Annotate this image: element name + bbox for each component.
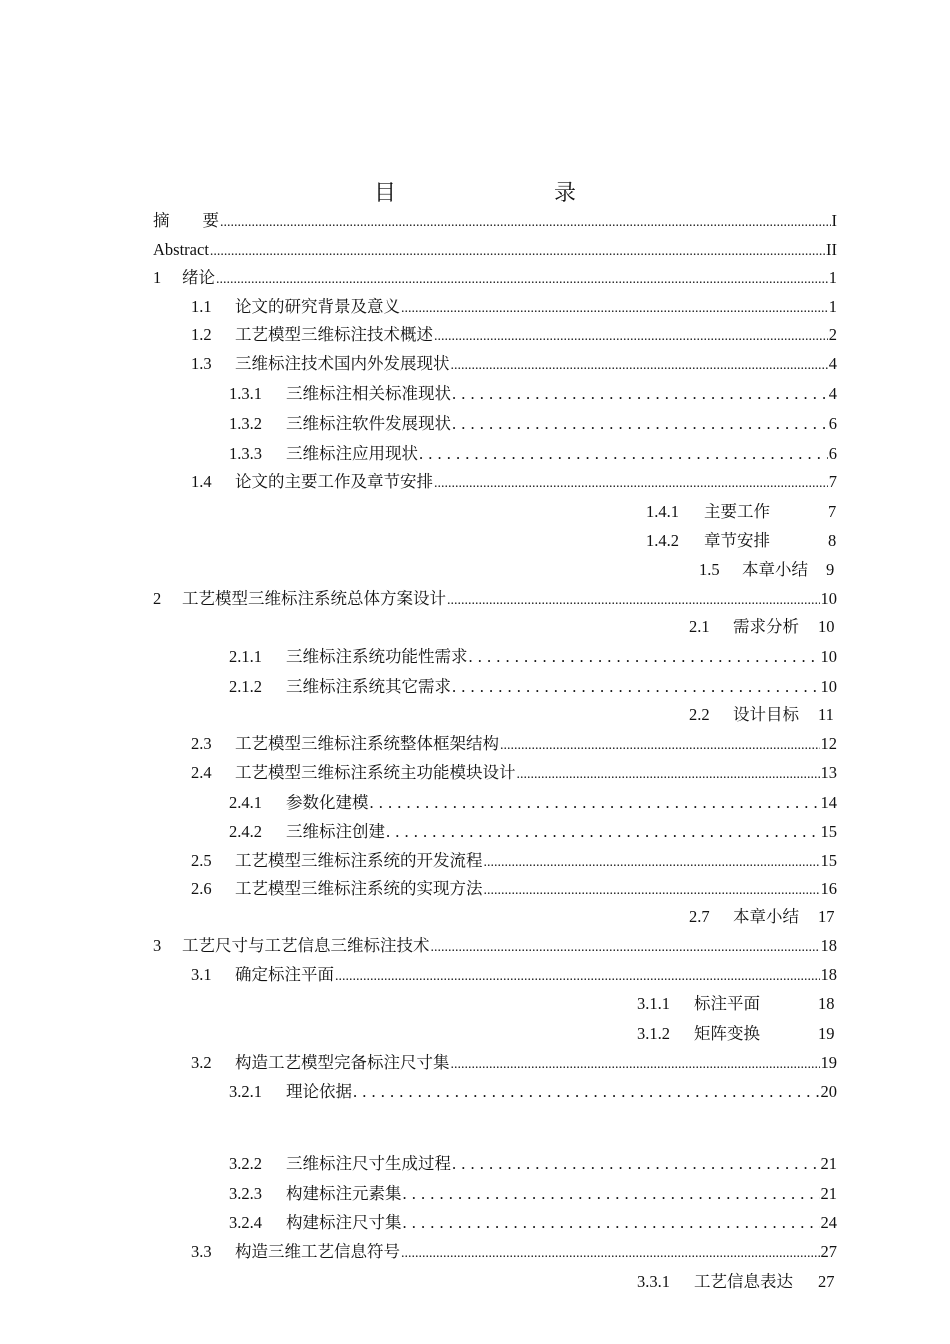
toc-entry-page: 1	[828, 297, 837, 316]
toc-entry-number: 1.4.2	[646, 531, 679, 550]
toc-entry-title: 构建标注尺寸集	[286, 1213, 402, 1232]
toc-entry-title: 三维标注创建	[286, 822, 385, 841]
toc-entry-number: 3.3.1	[637, 1272, 670, 1291]
toc-entry-number: 1.5	[699, 560, 720, 579]
toc-entry-title: 设计目标	[733, 705, 799, 724]
toc-entry-page: 21	[820, 1154, 837, 1173]
toc-entry-title: 需求分析	[733, 617, 799, 636]
toc-entry-page: 19	[820, 1053, 837, 1072]
leader-dots	[353, 1082, 820, 1102]
toc-entry-number: 2.4.2	[229, 822, 262, 841]
toc-entry-number: 3.1	[191, 965, 212, 984]
toc-entry-2-4[interactable]	[191, 763, 837, 785]
toc-entry-title: 理论依据	[286, 1082, 352, 1101]
toc-entry-3-1[interactable]	[191, 965, 837, 987]
toc-entry-number: 1.4	[191, 472, 212, 491]
toc-entry-title: 三维标注相关标准现状	[286, 384, 451, 403]
toc-entry-number: 2.5	[191, 851, 212, 870]
toc-entry-title: 绪论	[182, 268, 215, 287]
leader-dots	[434, 472, 828, 494]
toc-entry-number: 1	[153, 268, 162, 287]
toc-entry-number: 1.3.3	[229, 444, 262, 463]
leader-dots	[335, 965, 820, 987]
leader-dots	[452, 384, 828, 404]
toc-entry-2-3[interactable]	[191, 734, 837, 756]
toc-entry-title: 工艺模型三维标注系统的实现方法	[235, 879, 483, 898]
toc-entry-title: 构造工艺模型完备标注尺寸集	[235, 1053, 450, 1072]
toc-entry-title: 标注平面	[694, 994, 760, 1013]
toc-entry-title: 工艺尺寸与工艺信息三维标注技术	[182, 936, 430, 955]
leader-dots	[210, 240, 825, 262]
leader-dots	[484, 879, 820, 901]
toc-entry-abstract-en[interactable]	[153, 240, 837, 262]
toc-entry-number: 3.1.1	[637, 994, 670, 1013]
toc-entry-title: 工艺模型三维标注技术概述	[235, 325, 433, 344]
toc-entry-page: 4	[828, 354, 837, 373]
toc-entry-2-6[interactable]	[191, 879, 837, 901]
toc-entry-number: 2.1	[689, 617, 710, 636]
toc-entry-title: 主要工作	[704, 502, 770, 521]
leader-dots	[431, 936, 820, 958]
toc-entry-page: 7	[828, 502, 837, 521]
toc-entry-page: 6	[828, 414, 837, 433]
toc-entry-number: 1.3	[191, 354, 212, 373]
toc-entry-1-4-1[interactable]	[646, 502, 836, 522]
toc-entry-page: 20	[820, 1082, 837, 1101]
toc-entry-number: 2.7	[689, 907, 710, 926]
toc-entry-number: 1.4.1	[646, 502, 679, 521]
toc-entry-page: II	[826, 240, 837, 259]
toc-entry-title: 本章小结	[733, 907, 799, 926]
leader-dots	[447, 589, 820, 611]
toc-entry-title: 三维标注尺寸生成过程	[286, 1154, 451, 1173]
toc-entry-1-2[interactable]	[191, 325, 837, 347]
toc-entry-2-4-2[interactable]	[229, 822, 837, 842]
leader-dots	[401, 1242, 820, 1264]
toc-entry-number: 2.4	[191, 763, 212, 782]
toc-entry-number: 2.1.2	[229, 677, 262, 696]
toc-entry-number: Abstract	[153, 240, 209, 259]
toc-entry-number: 3.2	[191, 1053, 212, 1072]
leader-dots	[216, 268, 828, 290]
leader-dots	[451, 354, 828, 376]
toc-entry-3-2-2[interactable]	[229, 1154, 837, 1174]
toc-entry-number: 摘 要	[153, 211, 219, 230]
toc-entry-page: 18	[818, 994, 835, 1013]
toc-entry-title: 工艺模型三维标注系统主功能模块设计	[235, 763, 516, 782]
toc-entry-number: 2	[153, 589, 162, 608]
leader-dots	[403, 1184, 820, 1204]
toc-entry-3-2-4[interactable]	[229, 1213, 837, 1233]
toc-entry-page: 9	[826, 560, 835, 579]
toc-entry-title: 工艺模型三维标注系统的开发流程	[235, 851, 483, 870]
leader-dots	[452, 1154, 820, 1174]
toc-entry-3-1-1[interactable]	[637, 994, 835, 1014]
toc-entry-page: 24	[820, 1213, 837, 1232]
toc-entry-title: 论文的主要工作及章节安排	[235, 472, 433, 491]
leader-dots	[452, 677, 820, 697]
toc-entry-1[interactable]	[153, 268, 837, 290]
toc-entry-page: 10	[820, 589, 837, 608]
toc-entry-page: 2	[828, 325, 837, 344]
toc-entry-3-2-1[interactable]	[229, 1082, 837, 1102]
toc-entry-number: 2.6	[191, 879, 212, 898]
toc-entry-page: 1	[828, 268, 837, 287]
toc-entry-title: 矩阵变换	[694, 1024, 760, 1043]
toc-entry-page: 27	[820, 1242, 837, 1261]
toc-entry-number: 3.2.2	[229, 1154, 262, 1173]
toc-entry-title: 确定标注平面	[235, 965, 334, 984]
toc-entry-abstract-cn[interactable]	[153, 211, 837, 233]
toc-entry-number: 2.2	[689, 705, 710, 724]
toc-entry-title: 三维标注应用现状	[286, 444, 418, 463]
toc-entry-page: 18	[820, 965, 837, 984]
toc-entry-page: 17	[818, 907, 835, 926]
toc-entry-1-3-2[interactable]	[229, 414, 837, 434]
toc-entry-page: 7	[828, 472, 837, 491]
toc-entry-number: 2.1.1	[229, 647, 262, 666]
toc-entry-title: 三维标注技术国内外发展现状	[235, 354, 450, 373]
toc-entry-title: 三维标注软件发展现状	[286, 414, 451, 433]
leader-dots	[403, 1213, 820, 1233]
toc-entry-number: 3.2.4	[229, 1213, 262, 1232]
toc-entry-page: 15	[820, 851, 837, 870]
toc-entry-title: 工艺模型三维标注系统总体方案设计	[182, 589, 446, 608]
toc-entry-1-3-1[interactable]	[229, 384, 837, 404]
toc-entry-page: 27	[818, 1272, 835, 1291]
toc-entry-number: 3.3	[191, 1242, 212, 1261]
toc-entry-title: 章节安排	[704, 531, 770, 550]
toc-entry-page: 12	[820, 734, 837, 753]
toc-entry-title: 构建标注元素集	[286, 1184, 402, 1203]
leader-dots	[434, 325, 828, 347]
toc-entry-number: 3	[153, 936, 162, 955]
leader-dots	[484, 851, 820, 873]
leader-dots	[370, 793, 820, 813]
toc-entry-title: 三维标注系统功能性需求	[286, 647, 468, 666]
leader-dots	[500, 734, 820, 756]
toc-entry-title: 三维标注系统其它需求	[286, 677, 451, 696]
toc-entry-3-1-2[interactable]	[637, 1024, 835, 1044]
toc-entry-1-5[interactable]	[699, 560, 834, 580]
toc-entry-page: 15	[820, 822, 837, 841]
leader-dots	[419, 444, 828, 464]
toc-entry-title: 工艺模型三维标注系统整体框架结构	[235, 734, 499, 753]
toc-entry-2-1-2[interactable]	[229, 677, 837, 697]
toc-entry-2-7[interactable]	[689, 907, 835, 927]
toc-entry-page: 4	[828, 384, 837, 403]
toc-entry-3-2-3[interactable]	[229, 1184, 837, 1204]
toc-entry-number: 3.2.1	[229, 1082, 262, 1101]
leader-dots	[401, 297, 828, 319]
toc-entry-3-2[interactable]	[191, 1053, 837, 1075]
toc-entry-2-5[interactable]	[191, 851, 837, 873]
toc-entry-page: 18	[820, 936, 837, 955]
leader-dots	[469, 647, 820, 667]
leader-dots	[386, 822, 820, 842]
leader-dots	[220, 211, 831, 233]
leader-dots	[517, 763, 820, 785]
toc-entry-1-1[interactable]	[191, 297, 837, 319]
toc-entry-3[interactable]	[153, 936, 837, 958]
toc-entry-2-4-1[interactable]	[229, 793, 837, 813]
toc-entry-title: 本章小结	[742, 560, 808, 579]
leader-dots	[452, 414, 828, 434]
toc-entry-page: 10	[818, 617, 835, 636]
toc-entry-page: 19	[818, 1024, 835, 1043]
toc-entry-page: 11	[818, 705, 834, 724]
toc-entry-2-1[interactable]	[689, 617, 835, 637]
toc-entry-page: 8	[828, 531, 837, 550]
toc-entry-3-3-1[interactable]	[637, 1272, 835, 1292]
toc-entry-page: I	[831, 211, 837, 230]
toc-entry-number: 2.4.1	[229, 793, 262, 812]
toc-entry-page: 14	[820, 793, 837, 812]
toc-entry-number: 1.3.1	[229, 384, 262, 403]
toc-entry-number: 3.1.2	[637, 1024, 670, 1043]
toc-entry-1-4-2[interactable]	[646, 531, 836, 551]
toc-entry-number: 1.3.2	[229, 414, 262, 433]
toc-entry-number: 3.2.3	[229, 1184, 262, 1203]
toc-entry-page: 6	[828, 444, 837, 463]
toc-entry-title: 参数化建模	[286, 793, 369, 812]
toc-entry-page: 10	[820, 677, 837, 696]
toc-entry-page: 10	[820, 647, 837, 666]
toc-entry-page: 16	[820, 879, 837, 898]
toc-entry-title: 工艺信息表达	[694, 1272, 793, 1291]
toc-entry-title: 论文的研究背景及意义	[235, 297, 400, 316]
toc-entry-page: 13	[820, 763, 837, 782]
toc-entry-1-4[interactable]	[191, 472, 837, 494]
leader-dots	[451, 1053, 820, 1075]
toc-entry-number: 1.1	[191, 297, 212, 316]
toc-entry-2-2[interactable]	[689, 705, 834, 725]
toc-title: 目 录	[373, 180, 614, 205]
toc-entry-number: 1.2	[191, 325, 212, 344]
toc-entry-2[interactable]	[153, 589, 837, 611]
toc-entry-1-3[interactable]	[191, 354, 837, 376]
toc-entry-page: 21	[820, 1184, 837, 1203]
toc-entry-1-3-3[interactable]	[229, 444, 837, 464]
toc-entry-3-3[interactable]	[191, 1242, 837, 1264]
toc-entry-title: 构造三维工艺信息符号	[235, 1242, 400, 1261]
toc-entry-number: 2.3	[191, 734, 212, 753]
toc-entry-2-1-1[interactable]	[229, 647, 837, 667]
